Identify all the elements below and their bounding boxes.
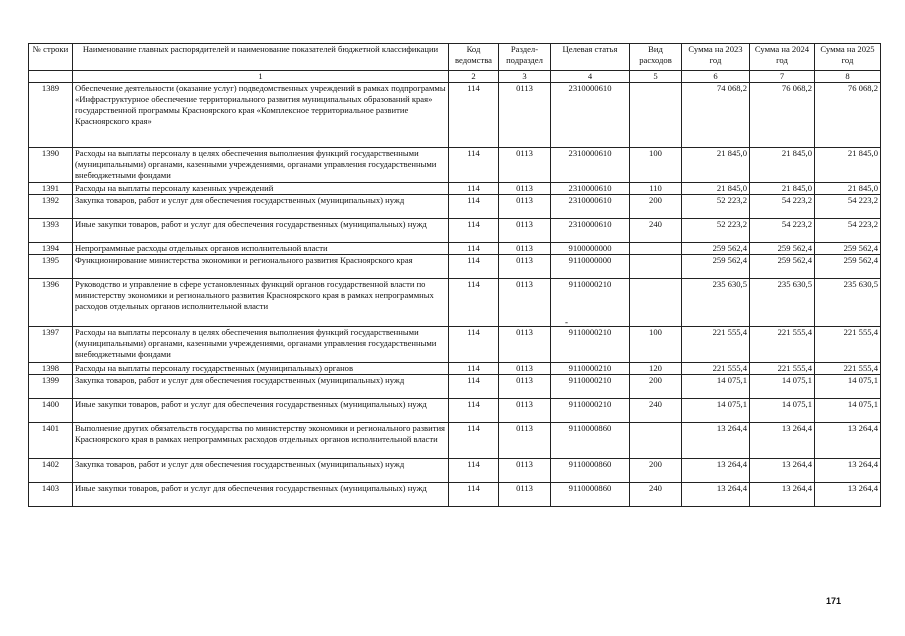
row-section: 0113 [499,148,551,183]
table-row [29,363,881,375]
table-row [29,423,881,459]
row-section: 0113 [499,327,551,363]
row-target: 9110000210 [551,327,630,363]
row-code: 114 [449,279,499,327]
row-sum-2024: 21 845,0 [750,183,815,195]
row-sum-2023: 235 630,5 [682,279,750,327]
header-sum-2025: Сумма на 2025 год [815,44,881,71]
row-section: 0113 [499,279,551,327]
row-sum-2025: 13 264,4 [815,423,881,459]
row-target: 9110000210 [551,363,630,375]
row-sum-2024: 221 555,4 [750,327,815,363]
colnum-4: 4 [551,71,630,83]
row-sum-2024: 259 562,4 [750,255,815,279]
row-sum-2024: 14 075,1 [750,375,815,399]
row-section: 0113 [499,375,551,399]
table-row [29,459,881,483]
row-kind [630,255,682,279]
row-kind [630,83,682,148]
row-code: 114 [449,219,499,243]
row-sum-2025: 14 075,1 [815,399,881,423]
row-sum-2023: 21 845,0 [682,148,750,183]
row-sum-2025: 221 555,4 [815,327,881,363]
row-sum-2024: 13 264,4 [750,459,815,483]
row-number: 1399 [29,375,73,399]
row-section: 0113 [499,183,551,195]
header-section: Раздел-подраздел [499,44,551,71]
row-name: Расходы на выплаты персоналу в целях обеспечения выполнения функций государственными (муниципальными) органами, казенными учреждениями, органами управления государственными внебюджетными фондами [73,327,449,363]
row-sum-2023: 259 562,4 [682,243,750,255]
table-row [29,255,881,279]
row-code: 114 [449,327,499,363]
row-number: 1401 [29,423,73,459]
table-row [29,148,881,183]
row-kind: 100 [630,148,682,183]
row-number: 1391 [29,183,73,195]
row-name: Функционирование министерства экономики и регионального развития Красноярского края [73,255,449,279]
row-code: 114 [449,423,499,459]
row-target: 9100000000 [551,243,630,255]
row-number: 1402 [29,459,73,483]
row-sum-2025: 259 562,4 [815,243,881,255]
row-sum-2024: 54 223,2 [750,195,815,219]
stray-mark: - [565,317,568,327]
header-num: № строки [29,44,73,71]
table-row [29,219,881,243]
row-sum-2024: 259 562,4 [750,243,815,255]
row-target: 2310000610 [551,195,630,219]
row-sum-2023: 21 845,0 [682,183,750,195]
row-kind: 200 [630,375,682,399]
table-row [29,327,881,363]
row-target: 9110000860 [551,483,630,507]
row-sum-2025: 259 562,4 [815,255,881,279]
row-code: 114 [449,195,499,219]
row-target: 2310000610 [551,219,630,243]
row-sum-2025: 54 223,2 [815,219,881,243]
row-number: 1392 [29,195,73,219]
row-sum-2023: 74 068,2 [682,83,750,148]
row-sum-2025: 235 630,5 [815,279,881,327]
column-number-row [29,71,881,83]
row-code: 114 [449,183,499,195]
row-kind: 240 [630,483,682,507]
row-code: 114 [449,399,499,423]
row-code: 114 [449,148,499,183]
row-sum-2023: 14 075,1 [682,399,750,423]
row-number: 1394 [29,243,73,255]
table-row [29,195,881,219]
row-target: 2310000610 [551,183,630,195]
row-section: 0113 [499,195,551,219]
row-number: 1390 [29,148,73,183]
row-name: Непрограммные расходы отдельных органов исполнительной власти [73,243,449,255]
row-section: 0113 [499,363,551,375]
row-kind: 100 [630,327,682,363]
row-sum-2023: 14 075,1 [682,375,750,399]
row-sum-2023: 13 264,4 [682,459,750,483]
row-target: 2310000610 [551,148,630,183]
row-target: 9110000210 [551,399,630,423]
table-row [29,183,881,195]
row-kind [630,423,682,459]
row-kind [630,279,682,327]
row-kind: 120 [630,363,682,375]
row-name: Расходы на выплаты персоналу казенных учреждений [73,183,449,195]
colnum-5: 5 [630,71,682,83]
row-sum-2024: 221 555,4 [750,363,815,375]
row-name: Руководство и управление в сфере установленных функций органов государственной власти по министерству экономики и регионального развития Красноярского края в рамках непрограммных расходов отдельных органов исполнительной власти [73,279,449,327]
header-target: Целевая статья [551,44,630,71]
row-target: 9110000860 [551,459,630,483]
row-section: 0113 [499,483,551,507]
row-sum-2024: 13 264,4 [750,423,815,459]
row-sum-2025: 13 264,4 [815,459,881,483]
row-number: 1397 [29,327,73,363]
row-name: Иные закупки товаров, работ и услуг для обеспечения государственных (муниципальных) нужд [73,399,449,423]
row-section: 0113 [499,399,551,423]
row-number: 1393 [29,219,73,243]
row-sum-2023: 13 264,4 [682,483,750,507]
row-sum-2025: 54 223,2 [815,195,881,219]
row-sum-2025: 13 264,4 [815,483,881,507]
row-kind: 110 [630,183,682,195]
row-name: Закупка товаров, работ и услуг для обеспечения государственных (муниципальных) нужд [73,195,449,219]
row-code: 114 [449,83,499,148]
row-section: 0113 [499,219,551,243]
row-number: 1395 [29,255,73,279]
row-code: 114 [449,483,499,507]
row-kind: 200 [630,459,682,483]
row-sum-2025: 14 075,1 [815,375,881,399]
row-target: 9110000210 [551,279,630,327]
row-name: Обеспечение деятельности (оказание услуг) подведомственных учреждений в рамках подпрограммы «Инфраструктурное обеспечение территориального развития муниципальных образований края» государственной программы Красноярского края «Комплексное территориальное развитие Красноярского края» [73,83,449,148]
header-name: Наименование главных распорядителей и наименование показателей бюджетной классификации [73,44,449,71]
header-sum-2023: Сумма на 2023 год [682,44,750,71]
row-code: 114 [449,375,499,399]
row-name: Иные закупки товаров, работ и услуг для обеспечения государственных (муниципальных) нужд [73,483,449,507]
row-section: 0113 [499,423,551,459]
row-section: 0113 [499,243,551,255]
row-number: 1403 [29,483,73,507]
row-name: Закупка товаров, работ и услуг для обеспечения государственных (муниципальных) нужд [73,375,449,399]
row-code: 114 [449,363,499,375]
colnum-6: 6 [682,71,750,83]
row-sum-2024: 13 264,4 [750,483,815,507]
colnum-7: 7 [750,71,815,83]
row-sum-2024: 54 223,2 [750,219,815,243]
budget-table [28,43,881,507]
row-sum-2025: 21 845,0 [815,148,881,183]
row-number: 1396 [29,279,73,327]
row-sum-2024: 76 068,2 [750,83,815,148]
header-sum-2024: Сумма на 2024 год [750,44,815,71]
table-row [29,483,881,507]
row-kind: 200 [630,195,682,219]
row-name: Расходы на выплаты персоналу государственных (муниципальных) органов [73,363,449,375]
colnum-3: 3 [499,71,551,83]
row-number: 1389 [29,83,73,148]
row-sum-2025: 76 068,2 [815,83,881,148]
row-kind: 240 [630,219,682,243]
row-number: 1398 [29,363,73,375]
row-sum-2024: 21 845,0 [750,148,815,183]
table-row [29,399,881,423]
row-sum-2025: 21 845,0 [815,183,881,195]
table-row [29,83,881,148]
row-sum-2023: 52 223,2 [682,219,750,243]
table-row [29,243,881,255]
row-code: 114 [449,255,499,279]
row-target: 9110000860 [551,423,630,459]
row-target: 2310000610 [551,83,630,148]
row-sum-2023: 221 555,4 [682,363,750,375]
header-row [29,44,881,71]
colnum-1: 1 [73,71,449,83]
header-kind: Вид расходов [630,44,682,71]
row-sum-2025: 221 555,4 [815,363,881,375]
row-name: Иные закупки товаров, работ и услуг для обеспечения государственных (муниципальных) нужд [73,219,449,243]
row-sum-2023: 259 562,4 [682,255,750,279]
table-row [29,279,881,327]
row-name: Закупка товаров, работ и услуг для обеспечения государственных (муниципальных) нужд [73,459,449,483]
row-kind [630,243,682,255]
row-sum-2023: 52 223,2 [682,195,750,219]
table-row [29,375,881,399]
colnum-0 [29,71,73,83]
colnum-2: 2 [449,71,499,83]
row-name: Расходы на выплаты персоналу в целях обеспечения выполнения функций государственными (муниципальными) органами, казенными учреждениями, органами управления государственными внебюджетными фондами [73,148,449,183]
row-sum-2023: 221 555,4 [682,327,750,363]
page-number: 171 [826,596,842,606]
row-sum-2024: 14 075,1 [750,399,815,423]
row-section: 0113 [499,459,551,483]
row-code: 114 [449,243,499,255]
row-name: Выполнение других обязательств государства по министерству экономики и регионального развития Красноярского края в рамках непрограммных расходов отдельных органов исполнительной власти [73,423,449,459]
row-section: 0113 [499,255,551,279]
row-code: 114 [449,459,499,483]
row-target: 9110000000 [551,255,630,279]
row-section: 0113 [499,83,551,148]
row-sum-2023: 13 264,4 [682,423,750,459]
row-kind: 240 [630,399,682,423]
row-target: 9110000210 [551,375,630,399]
row-number: 1400 [29,399,73,423]
colnum-8: 8 [815,71,881,83]
row-sum-2024: 235 630,5 [750,279,815,327]
header-code: Код ведомства [449,44,499,71]
